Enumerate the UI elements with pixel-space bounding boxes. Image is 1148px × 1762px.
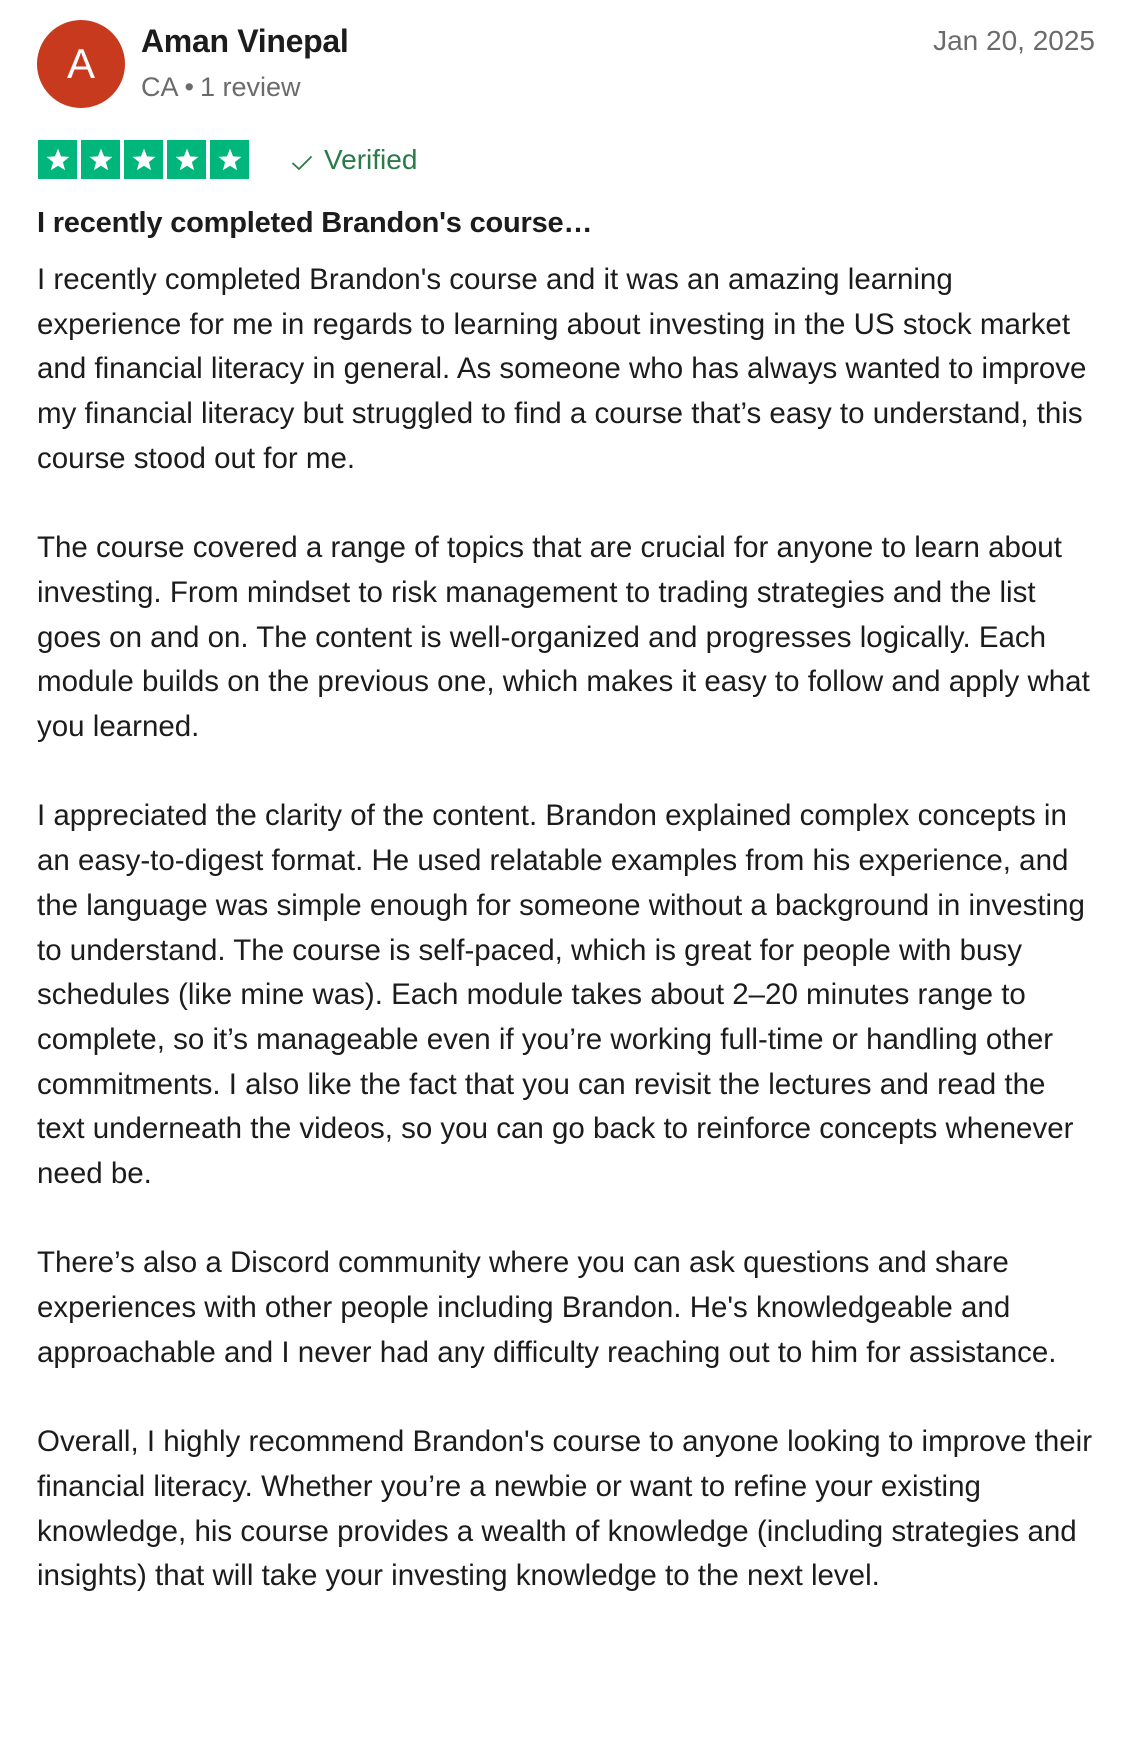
star-icon [124, 140, 163, 179]
star-icon [167, 140, 206, 179]
reviewer-country: CA [141, 72, 179, 102]
review-paragraph: There’s also a Discord community where you can ask questions and share experiences with other people including Brandon. He's knowledgeable and approachable and I never had any difficulty reaching out to him for assistance. [37, 1246, 1057, 1369]
reviewer-review-count: 1 review [199, 72, 301, 102]
star-icon [38, 140, 77, 179]
review-body [37, 258, 1097, 1599]
checkmark-icon [290, 145, 314, 175]
review-paragraph: The course covered a range of topics that are crucial for anyone to learn about investing. From mindset to risk management to trading strategies and the list goes on and on. The content is well-organized and progresses logically. Each module builds on the previous one, which makes it easy to follow and apply what you learned. [37, 531, 1090, 744]
avatar-letter: A [66, 40, 95, 87]
review-paragraph: Overall, I highly recommend Brandon's course to anyone looking to improve their financial literacy. Whether you’re a newbie or want to refine your existing knowledge, his course provides a wealth of knowledge (including strategies and insights) that will take your investing knowledge to the next level. [37, 1425, 1093, 1593]
review-paragraph: I recently completed Brandon's course and it was an amazing learning experience for me in regards to learning about investing in the US stock market and financial literacy in general. As someone who has always wanted to improve my financial literacy but struggled to find a course that’s easy to understand, this course stood out for me. [37, 263, 1087, 475]
star-icon [81, 140, 120, 179]
star-rating [38, 140, 249, 179]
review-paragraph: I appreciated the clarity of the content. Brandon explained complex concepts in an easy-to-digest format. He used relatable examples from his experience, and the language was simple enough for someone without a background in investing to understand. The course is self-paced, which is great for people with busy schedules (like mine was). Each module takes about 2–20 minutes range to complete, so it’s manageable even if you’re working full-time or handling other commitments. I also like the fact that you can revisit the lectures and read the text underneath the videos, so you can go back to reinforce concepts whenever need be. [37, 799, 1085, 1191]
star-icon [210, 140, 249, 179]
avatar[interactable] [37, 20, 125, 108]
reviewer-name[interactable]: Aman Vinepal [141, 23, 349, 59]
verified-label: Verified [324, 144, 418, 175]
meta-separator: • [184, 72, 194, 102]
review-title: I recently completed Brandon's course… [37, 207, 593, 239]
reviewer-meta [141, 67, 301, 107]
verified-badge[interactable] [290, 140, 417, 180]
review-date: Jan 20, 2025 [933, 25, 1095, 56]
